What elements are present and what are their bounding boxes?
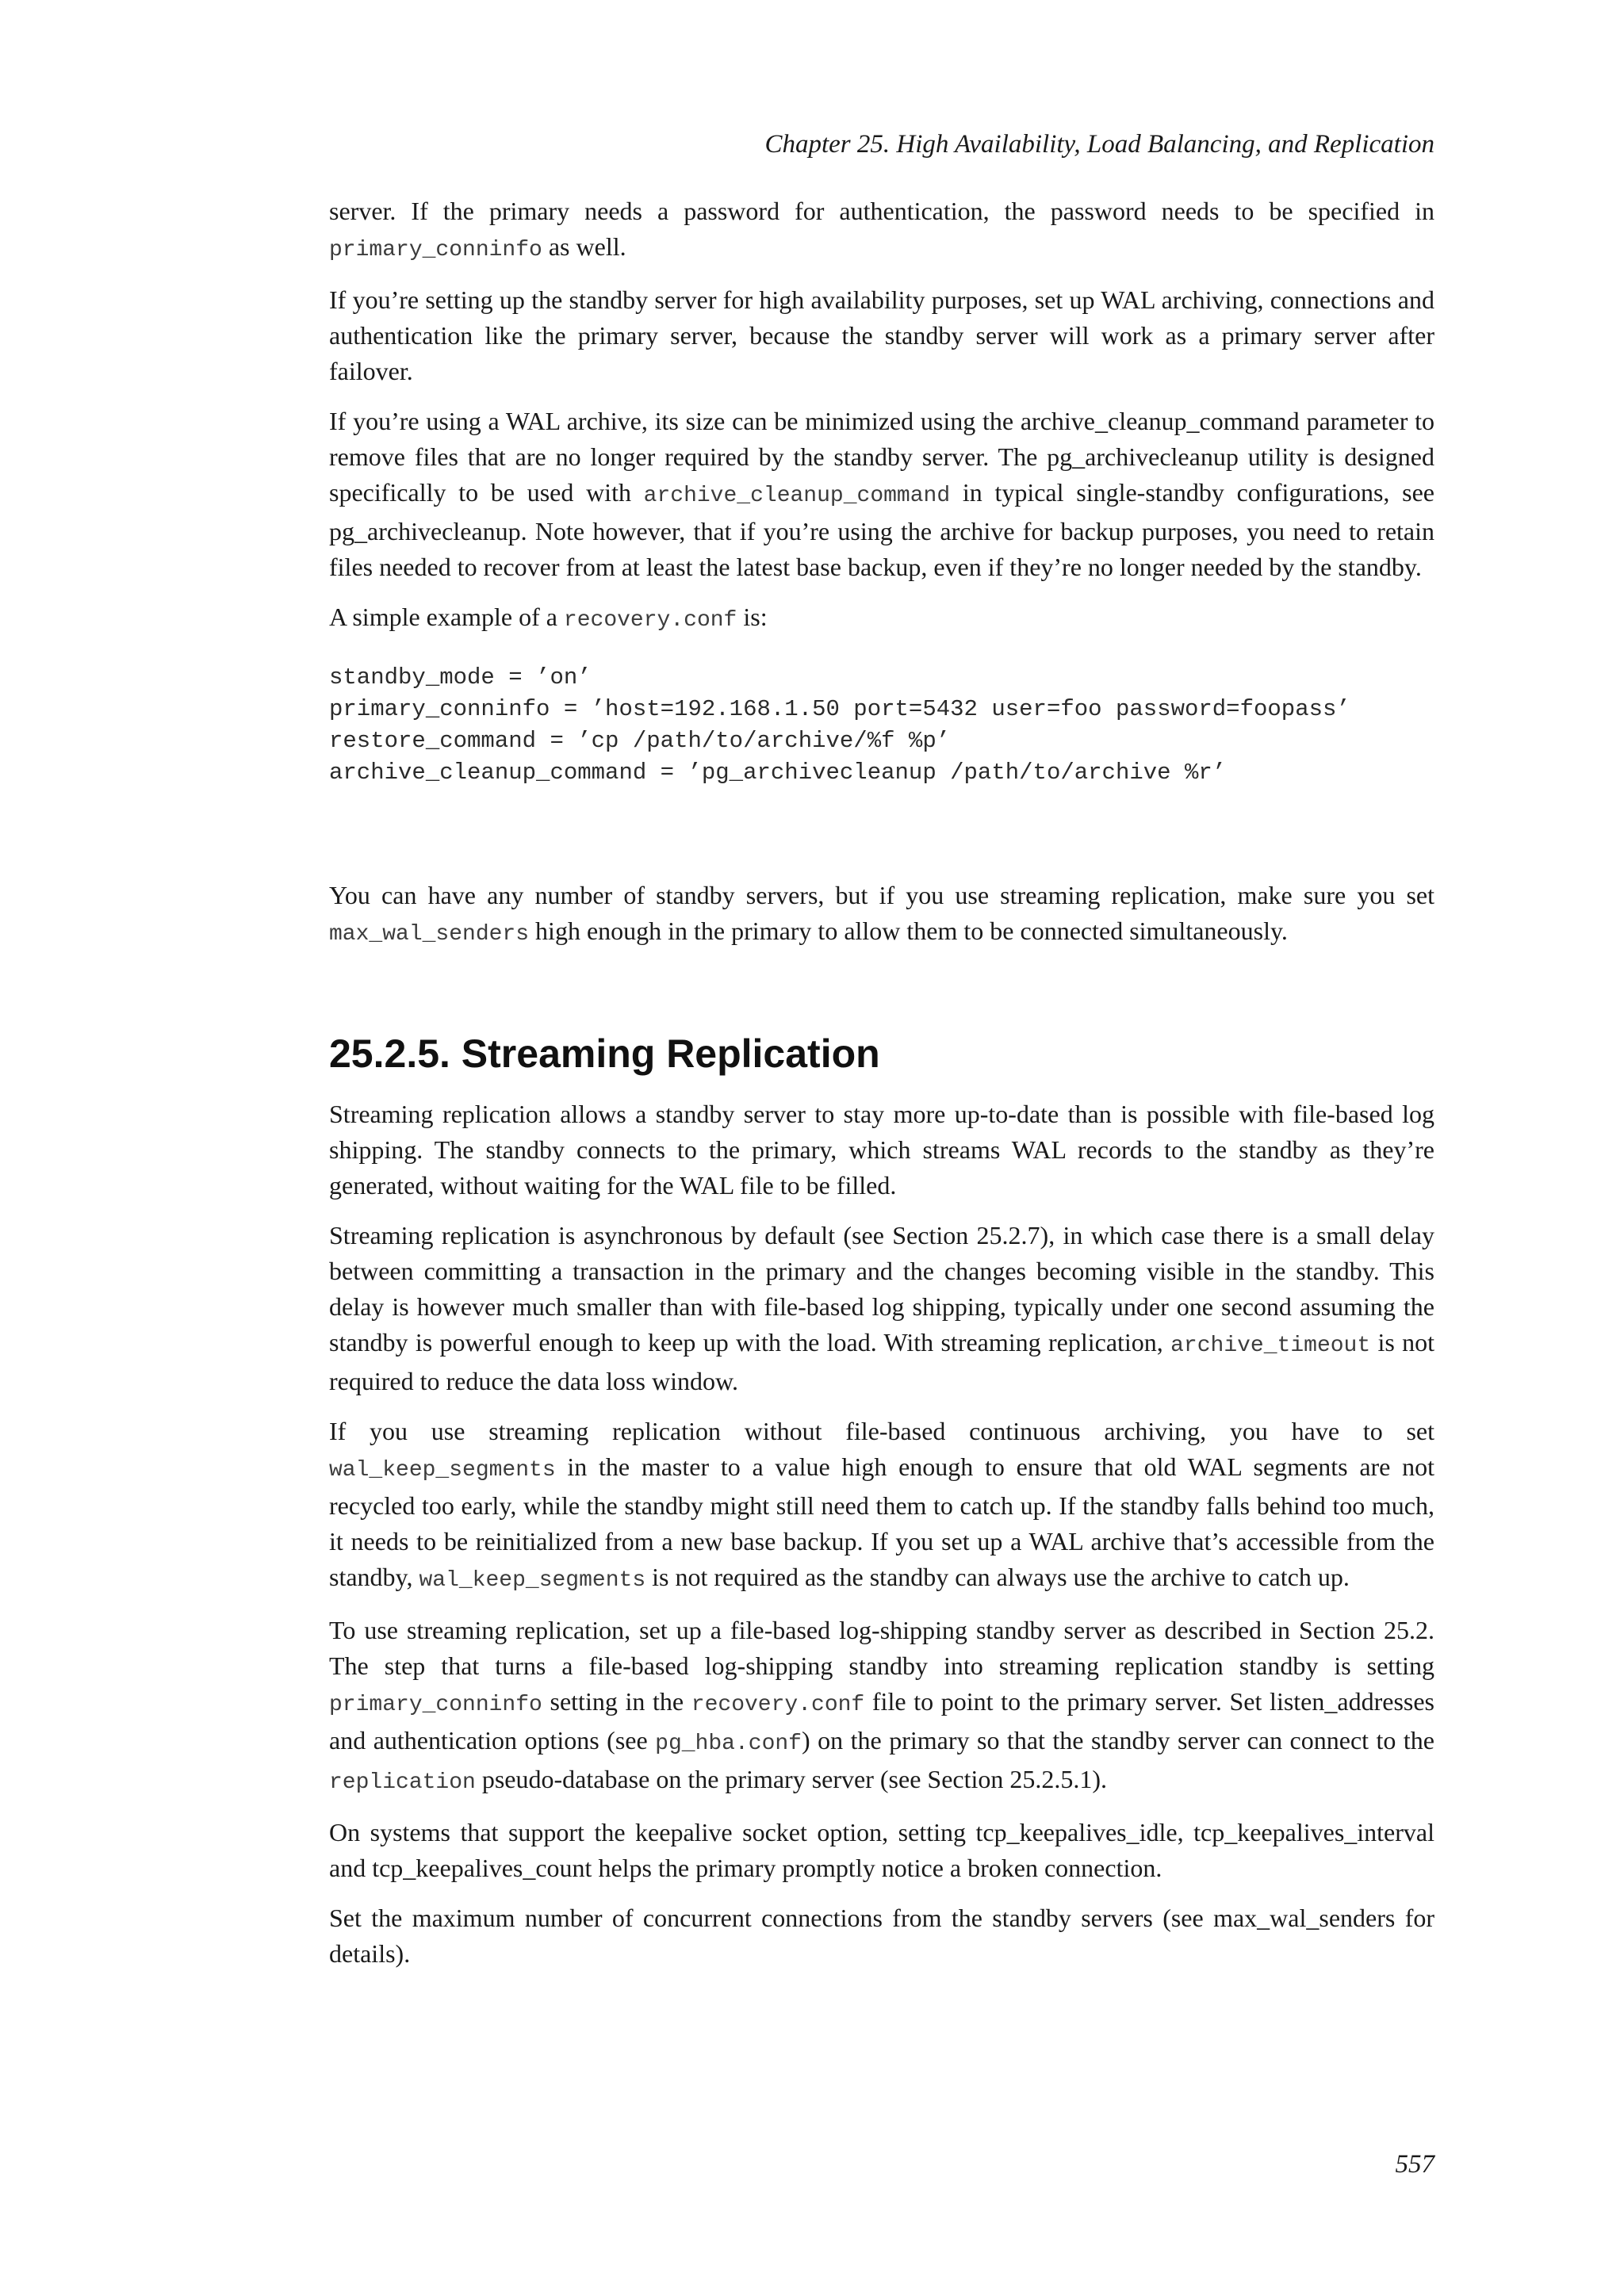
inline-code-max-wal-senders: max_wal_senders xyxy=(329,922,530,947)
paragraph-streaming-intro xyxy=(329,1096,1434,1203)
text: setting in the xyxy=(542,1687,691,1716)
paragraph-setup-streaming xyxy=(329,1613,1434,1800)
running-header: Chapter 25. High Availability, Load Balancing, and Replication xyxy=(764,130,1434,159)
text: On systems that support the keepalive socket option, setting tcp_keepalives_idle, tcp_keepalives_interval and tcp_keepalives_count helps the primary promptly notice a broken connection. xyxy=(329,1818,1434,1882)
inline-code-wal-keep-segments: wal_keep_segments xyxy=(329,1458,556,1483)
section-heading: 25.2.5. Streaming Replication xyxy=(329,1031,880,1076)
text: is not required as the standby can always use the archive to catch up. xyxy=(645,1563,1350,1591)
inline-code-primary-conninfo: primary_conninfo xyxy=(329,1693,542,1717)
paragraph-standby-servers xyxy=(329,878,1434,952)
inline-code-wal-keep-segments: wal_keep_segments xyxy=(419,1568,646,1593)
text: A simple example of a xyxy=(329,603,564,631)
text: ) on the primary so that the standby server can connect to the xyxy=(802,1726,1434,1755)
paragraph-example-intro xyxy=(329,599,1434,638)
text: If you’re setting up the standby server for high availability purposes, set up WAL archiving, connections and authentication like the primary server, because the standby server will work as a primary server after failover. xyxy=(329,285,1434,385)
text: as well. xyxy=(542,232,626,261)
inline-code-archive-timeout: archive_timeout xyxy=(1170,1334,1371,1358)
text: Streaming replication is asynchronous by default (see Section 25.2.7), in which case there is a small delay between committing a transaction in the primary and the changes becoming visible in the standby. This delay is however much smaller than with file-based log shipping, typically under one second assuming the standby is powerful enough to keep up with the load. With streaming replication, xyxy=(329,1221,1434,1357)
text: If you’re using a WAL archive, its size can be minimized using the archive_cleanup_command parameter to remove files that are no longer required by the standby server. The pg_archivecleanup utility is designed specifically to be used with xyxy=(329,407,1434,507)
document-page xyxy=(329,0,1434,2296)
text: Set the maximum number of concurrent connections from the standby servers (see max_wal_senders for details). xyxy=(329,1904,1434,1968)
paragraph-keepalive xyxy=(329,1815,1434,1886)
text: To use streaming replication, set up a file-based log-shipping standby server as described in Section 25.2. The step that turns a file-based log-shipping standby into streaming replication standby is setting xyxy=(329,1616,1434,1680)
code-example-recovery-conf: standby_mode = ’on’ primary_conninfo = ’host=192.168.1.50 port=5432 user=foo password=foopass’ restore_command = ’cp /path/to/archive/%f %p’ archive_cleanup_command = ’pg_archivecleanup /path/to/archive %r’ xyxy=(329,664,1350,786)
page-number: 557 xyxy=(1395,2150,1434,2179)
text: is: xyxy=(737,603,768,631)
inline-code-recovery-conf: recovery.conf xyxy=(691,1693,865,1717)
page-content xyxy=(329,193,1434,1986)
inline-code-archive-cleanup-command: archive_cleanup_command xyxy=(643,484,951,508)
paragraph-wal-archive xyxy=(329,404,1434,585)
spacer xyxy=(329,966,1434,1028)
paragraph-high-availability xyxy=(329,282,1434,389)
text: pseudo-database on the primary server (see Section 25.2.5.1). xyxy=(475,1765,1108,1793)
text: high enough in the primary to allow them to be connected simultaneously. xyxy=(529,916,1288,945)
paragraph-primary-password xyxy=(329,193,1434,268)
text: You can have any number of standby servers, but if you use streaming replication, make sure you set xyxy=(329,881,1434,909)
inline-code-primary-conninfo: primary_conninfo xyxy=(329,238,542,262)
paragraph-asynchronous xyxy=(329,1218,1434,1399)
inline-code-pg-hba-conf: pg_hba.conf xyxy=(655,1732,802,1756)
text: in typical single-standby configurations, see pg_archivecleanup. Note however, that if you’re using the archive for backup purposes, you need to retain files needed to recover from at least the latest base backup, even if they’re no longer needed by the standby. xyxy=(329,478,1435,581)
inline-code-recovery-conf: recovery.conf xyxy=(563,608,737,633)
text: in the master to a value high enough to ensure that old WAL segments are not recycled too early, while the standby might still need them to catch up. If the standby falls behind too much, it needs to be reinitialized from a new base backup. If you set up a WAL archive that’s accessible from the standby, xyxy=(329,1452,1434,1591)
paragraph-max-connections xyxy=(329,1900,1434,1972)
inline-code-replication: replication xyxy=(329,1770,476,1795)
paragraph-wal-keep-segments xyxy=(329,1414,1434,1598)
text: file to point to the primary server. Set listen_addresses and authentication options (see xyxy=(329,1687,1435,1755)
text: Streaming replication allows a standby server to stay more up-to-date than is possible with file-based log shipping. The standby connects to the primary, which streams WAL records to the standby as they’re generated, without waiting for the WAL file to be filled. xyxy=(329,1100,1434,1200)
text: server. If the primary needs a password for authentication, the password needs to be specified in xyxy=(329,197,1434,225)
text: is not required to reduce the data loss window. xyxy=(329,1328,1435,1395)
text: If you use streaming replication without file-based continuous archiving, you have to set xyxy=(329,1417,1434,1445)
